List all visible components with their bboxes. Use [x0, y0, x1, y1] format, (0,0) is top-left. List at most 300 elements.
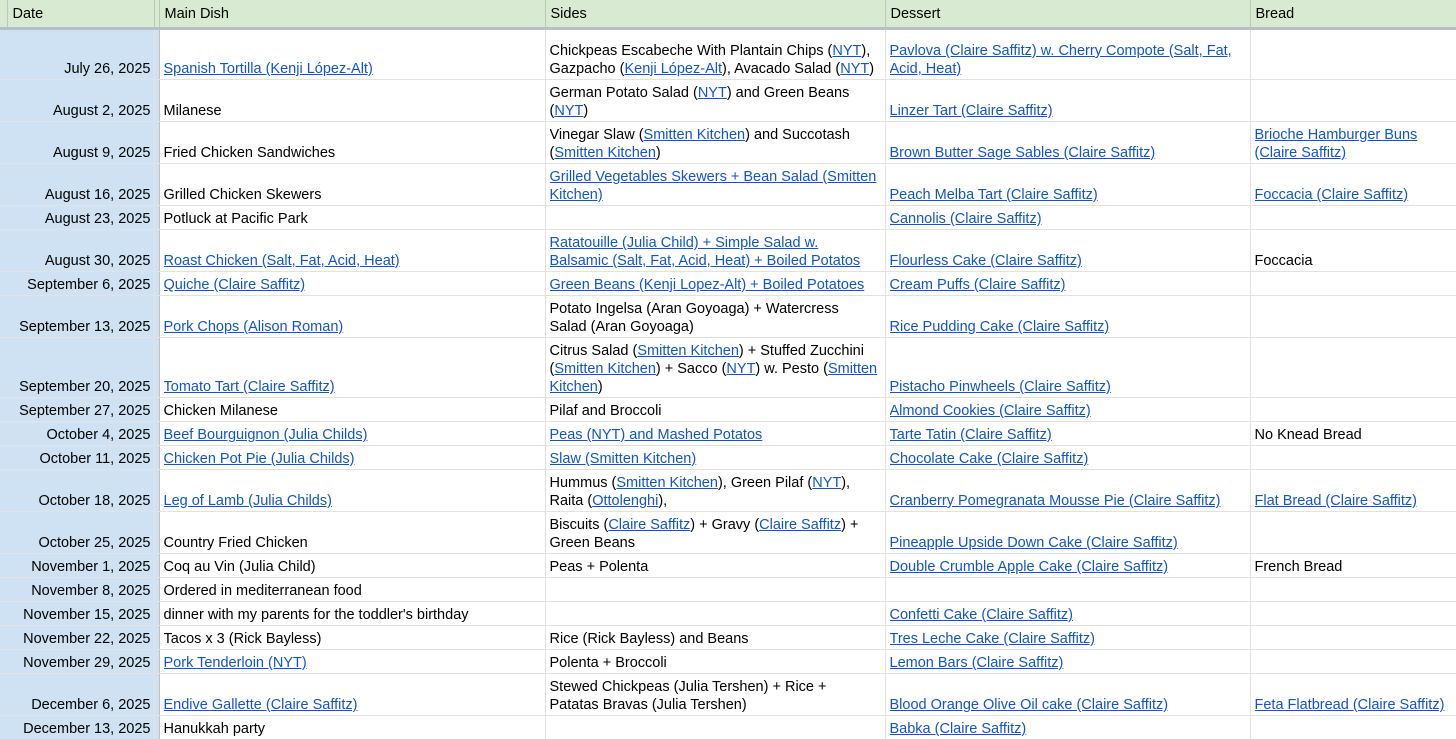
cell-text: French Bread: [1254, 559, 1343, 575]
table-body: [0, 29, 1456, 739]
main-content: [164, 318, 540, 336]
date-text: December 6, 2025: [31, 697, 151, 713]
bread-cell[interactable]: [1250, 29, 1456, 80]
bread-content: [1255, 492, 1451, 510]
table-row: [0, 446, 1456, 470]
cell-text: Pilaf and Broccoli: [549, 403, 662, 419]
dessert-cell[interactable]: [885, 650, 1250, 674]
bread-cell[interactable]: [1250, 296, 1456, 338]
date-cell[interactable]: [7, 554, 154, 578]
date-text: August 30, 2025: [44, 253, 151, 269]
recipe-link[interactable]: Smitten Kitchen: [549, 361, 878, 395]
cell-text: Chickpeas Escabeche With Plantain Chips (: [549, 43, 833, 59]
table-row: [0, 650, 1456, 674]
main-cell[interactable]: [159, 554, 545, 578]
cell-text: ) w. Pesto (: [755, 361, 828, 377]
row-gutter: [0, 578, 7, 602]
dessert-content: [890, 426, 1245, 444]
main-content: [164, 630, 540, 648]
recipe-link[interactable]: Cannolis (Claire Saffitz): [889, 211, 1042, 227]
cell-text: ) and Green Beans (: [549, 85, 850, 119]
recipe-link[interactable]: Almond Cookies (Claire Saffitz): [889, 403, 1091, 419]
cell-text: ) + Stuffed Zucchini (: [549, 343, 864, 377]
sides-content: [550, 234, 880, 270]
sides-cell[interactable]: [545, 674, 885, 716]
recipe-link[interactable]: NYT: [697, 85, 727, 101]
sides-cell[interactable]: [545, 164, 885, 206]
main-content: [164, 60, 540, 78]
date-text: August 16, 2025: [44, 187, 151, 203]
main-content: [164, 534, 540, 552]
main-cell[interactable]: [159, 206, 545, 230]
bread-cell[interactable]: [1250, 446, 1456, 470]
main-cell[interactable]: [159, 446, 545, 470]
recipe-link[interactable]: Spanish Tortilla (Kenji López-Alt): [163, 61, 373, 77]
row-gutter: [0, 206, 7, 230]
cell-text: Potato Ingelsa (Aran Goyoaga) + Watercress Salad (Aran Goyoaga): [549, 301, 839, 335]
row-gutter: [0, 674, 7, 716]
dessert-cell[interactable]: [885, 674, 1250, 716]
dessert-content: [890, 492, 1245, 510]
dessert-content: [890, 144, 1245, 162]
sides-content: [550, 300, 880, 336]
recipe-link[interactable]: Claire Saffitz: [608, 517, 691, 533]
sides-content: [550, 450, 880, 468]
sides-cell[interactable]: [545, 272, 885, 296]
dessert-content: [890, 654, 1245, 672]
main-cell[interactable]: [159, 398, 545, 422]
sides-content: [550, 84, 880, 120]
recipe-link[interactable]: Chicken Pot Pie (Julia Childs): [163, 451, 355, 467]
sides-cell[interactable]: [545, 422, 885, 446]
date-cell[interactable]: [7, 338, 154, 398]
recipe-link[interactable]: Blood Orange Olive Oil cake (Claire Saffitz): [889, 697, 1169, 713]
dessert-cell[interactable]: [885, 512, 1250, 554]
cell-text: Vinegar Slaw (: [549, 127, 644, 143]
row-gutter: [0, 422, 7, 446]
main-cell[interactable]: [159, 122, 545, 164]
date-text: December 13, 2025: [23, 721, 151, 737]
recipe-link[interactable]: Slaw (Smitten Kitchen): [549, 451, 697, 467]
dessert-content: [890, 402, 1245, 420]
bread-cell[interactable]: [1250, 674, 1456, 716]
main-content: [164, 186, 540, 204]
row-gutter: [0, 296, 7, 338]
header-row: [0, 0, 1456, 29]
recipe-link[interactable]: Pineapple Upside Down Cake (Claire Saffitz): [889, 535, 1178, 551]
recipe-link[interactable]: Foccacia (Claire Saffitz): [1254, 187, 1409, 203]
main-cell[interactable]: [159, 80, 545, 122]
cell-text: ), Gazpacho (: [549, 43, 871, 77]
cell-text: Polenta + Broccoli: [549, 655, 667, 671]
cell-text: ): [597, 379, 603, 395]
recipe-link[interactable]: Pork Tenderloin (NYT): [163, 655, 307, 671]
date-cell[interactable]: [7, 512, 154, 554]
sides-cell[interactable]: [545, 446, 885, 470]
main-content: [164, 102, 540, 120]
bread-cell[interactable]: [1250, 578, 1456, 602]
sides-cell[interactable]: [545, 296, 885, 338]
recipe-link[interactable]: Kenji López-Alt: [624, 61, 722, 77]
date-cell[interactable]: [7, 164, 154, 206]
recipe-link[interactable]: Ottolenghi: [592, 493, 659, 509]
bread-cell[interactable]: [1250, 80, 1456, 122]
date-cell[interactable]: [7, 626, 154, 650]
dessert-content: [890, 378, 1245, 396]
recipe-link[interactable]: Endive Gallette (Claire Saffitz): [163, 697, 358, 713]
recipe-link[interactable]: NYT: [726, 361, 756, 377]
row-gutter: [0, 626, 7, 650]
date-cell[interactable]: [7, 578, 154, 602]
dessert-cell[interactable]: [885, 578, 1250, 602]
bread-cell[interactable]: [1250, 272, 1456, 296]
date-text: August 9, 2025: [52, 145, 151, 161]
date-cell[interactable]: [7, 80, 154, 122]
recipe-link[interactable]: Pork Chops (Alison Roman): [163, 319, 344, 335]
header-bread[interactable]: Bread: [1250, 0, 1456, 29]
main-cell[interactable]: [159, 602, 545, 626]
bread-cell[interactable]: [1250, 230, 1456, 272]
recipe-link[interactable]: Claire Saffitz: [759, 517, 842, 533]
dessert-cell[interactable]: [885, 296, 1250, 338]
date-text: September 20, 2025: [19, 379, 151, 395]
date-text: October 25, 2025: [38, 535, 151, 551]
dessert-content: [890, 318, 1245, 336]
sides-content: [550, 342, 880, 396]
cell-text: Chicken Milanese: [163, 403, 278, 419]
sides-cell[interactable]: [545, 470, 885, 512]
sides-cell[interactable]: [545, 602, 885, 626]
table-row: [0, 122, 1456, 164]
date-text: September 6, 2025: [27, 277, 151, 293]
sides-content: [550, 558, 880, 576]
dessert-cell[interactable]: [885, 80, 1250, 122]
table-row: [0, 206, 1456, 230]
main-content: [164, 492, 540, 510]
main-cell[interactable]: [159, 626, 545, 650]
recipe-link[interactable]: Grilled Vegetables Skewers + Bean Salad (Smitten Kitchen): [549, 169, 877, 203]
recipe-link[interactable]: Rice Pudding Cake (Claire Saffitz): [889, 319, 1110, 335]
main-content: [164, 558, 540, 576]
bread-cell[interactable]: [1250, 512, 1456, 554]
bread-cell[interactable]: [1250, 602, 1456, 626]
recipe-link[interactable]: Brown Butter Sage Sables (Claire Saffitz): [889, 145, 1156, 161]
date-text: November 1, 2025: [31, 559, 151, 575]
date-cell[interactable]: [7, 206, 154, 230]
main-content: [164, 654, 540, 672]
recipe-link[interactable]: Linzer Tart (Claire Saffitz): [889, 103, 1053, 119]
cell-text: Hanukkah party: [163, 721, 266, 737]
cell-text: Grilled Chicken Skewers: [163, 187, 322, 203]
recipe-link[interactable]: Lemon Bars (Claire Saffitz): [889, 655, 1064, 671]
dessert-cell[interactable]: [885, 554, 1250, 578]
recipe-link[interactable]: Flat Bread (Claire Saffitz): [1254, 493, 1418, 509]
bread-cell[interactable]: [1250, 338, 1456, 398]
date-cell[interactable]: [7, 29, 154, 80]
recipe-link[interactable]: Chocolate Cake (Claire Saffitz): [889, 451, 1089, 467]
dessert-content: [890, 534, 1245, 552]
sides-content: [550, 474, 880, 510]
table-row: [0, 626, 1456, 650]
cell-text: Ordered in mediterranean food: [163, 583, 362, 599]
main-content: [164, 582, 540, 600]
sides-content: [550, 168, 880, 204]
cell-text: ) and Succotash (: [549, 127, 850, 161]
table-row: [0, 272, 1456, 296]
sides-cell[interactable]: [545, 626, 885, 650]
dessert-cell[interactable]: [885, 122, 1250, 164]
dessert-cell[interactable]: [885, 602, 1250, 626]
row-gutter: [0, 272, 7, 296]
sides-cell[interactable]: [545, 122, 885, 164]
sides-cell[interactable]: [545, 230, 885, 272]
dessert-cell[interactable]: [885, 716, 1250, 739]
dessert-cell[interactable]: [885, 398, 1250, 422]
recipe-link[interactable]: Smitten Kitchen: [637, 343, 739, 359]
date-cell[interactable]: [7, 272, 154, 296]
recipe-link[interactable]: Brioche Hamburger Buns (Claire Saffitz): [1254, 127, 1418, 161]
main-content: [164, 720, 540, 738]
date-cell[interactable]: [7, 296, 154, 338]
bread-cell[interactable]: [1250, 398, 1456, 422]
recipe-link[interactable]: Ratatouille (Julia Child) + Simple Salad w. Balsamic (Salt, Fat, Acid, Heat) + Boiled Potatos: [549, 235, 861, 269]
recipe-link[interactable]: NYT: [832, 43, 862, 59]
row-gutter: [0, 164, 7, 206]
dessert-content: [890, 276, 1245, 294]
recipe-link[interactable]: Roast Chicken (Salt, Fat, Acid, Heat): [163, 253, 400, 269]
date-cell[interactable]: [7, 674, 154, 716]
dessert-cell[interactable]: [885, 206, 1250, 230]
dessert-cell[interactable]: [885, 470, 1250, 512]
table-row: [0, 296, 1456, 338]
table-row: [0, 554, 1456, 578]
cell-text: Stewed Chickpeas (Julia Tershen) + Rice + Patatas Bravas (Julia Tershen): [549, 679, 827, 713]
dessert-content: [890, 720, 1245, 738]
main-content: [164, 144, 540, 162]
main-content: [164, 606, 540, 624]
row-gutter: [0, 512, 7, 554]
dessert-cell[interactable]: [885, 272, 1250, 296]
main-cell[interactable]: [159, 650, 545, 674]
main-cell[interactable]: [159, 422, 545, 446]
main-cell[interactable]: [159, 230, 545, 272]
main-content: [164, 210, 540, 228]
row-gutter: [0, 80, 7, 122]
date-text: October 18, 2025: [38, 493, 151, 509]
recipe-link[interactable]: Tomato Tart (Claire Saffitz): [163, 379, 335, 395]
recipe-link[interactable]: Smitten Kitchen: [643, 127, 746, 143]
sides-cell[interactable]: [545, 650, 885, 674]
header-date[interactable]: Date: [7, 0, 154, 29]
recipe-link[interactable]: Quiche (Claire Saffitz): [163, 277, 306, 293]
dessert-cell[interactable]: [885, 446, 1250, 470]
recipe-link[interactable]: Babka (Claire Saffitz): [889, 721, 1027, 737]
date-cell[interactable]: [7, 422, 154, 446]
sides-content: [550, 42, 880, 78]
cell-text: ): [869, 61, 875, 77]
bread-cell[interactable]: [1250, 206, 1456, 230]
dessert-content: [890, 210, 1245, 228]
recipe-link[interactable]: Peach Melba Tart (Claire Saffitz): [889, 187, 1098, 203]
main-cell[interactable]: [159, 716, 545, 739]
main-cell[interactable]: [159, 512, 545, 554]
table-row: [0, 398, 1456, 422]
cell-text: Coq au Vin (Julia Child): [163, 559, 316, 575]
recipe-link[interactable]: Confetti Cake (Claire Saffitz): [889, 607, 1073, 623]
dessert-content: [890, 252, 1245, 270]
date-cell[interactable]: [7, 122, 154, 164]
row-gutter: [0, 650, 7, 674]
header-dessert[interactable]: Dessert: [885, 0, 1250, 29]
main-content: [164, 450, 540, 468]
row-gutter: [0, 122, 7, 164]
header-sides[interactable]: Sides: [545, 0, 885, 29]
main-cell[interactable]: [159, 296, 545, 338]
cell-text: No Knead Bread: [1254, 427, 1362, 443]
date-cell[interactable]: [7, 470, 154, 512]
main-cell[interactable]: [159, 470, 545, 512]
bread-cell[interactable]: [1250, 716, 1456, 739]
main-content: [164, 696, 540, 714]
sides-cell[interactable]: [545, 512, 885, 554]
table-row: [0, 164, 1456, 206]
sides-cell[interactable]: [545, 398, 885, 422]
date-text: August 2, 2025: [52, 103, 151, 119]
row-gutter: [0, 602, 7, 626]
row-gutter: [0, 554, 7, 578]
bread-cell[interactable]: [1250, 554, 1456, 578]
main-cell[interactable]: [159, 674, 545, 716]
row-gutter: [0, 716, 7, 739]
sides-cell[interactable]: [545, 554, 885, 578]
sides-content: [550, 654, 880, 672]
main-cell[interactable]: [159, 338, 545, 398]
sides-cell[interactable]: [545, 716, 885, 739]
date-text: November 15, 2025: [23, 607, 151, 623]
dessert-content: [890, 186, 1245, 204]
recipe-link[interactable]: Smitten Kitchen: [554, 145, 656, 161]
bread-cell[interactable]: [1250, 122, 1456, 164]
cell-text: Citrus Salad (: [549, 343, 638, 359]
date-cell[interactable]: [7, 716, 154, 739]
date-cell[interactable]: [7, 602, 154, 626]
table-row: [0, 422, 1456, 446]
bread-content: [1255, 426, 1451, 444]
recipe-link[interactable]: Leg of Lamb (Julia Childs): [163, 493, 332, 509]
date-text: September 13, 2025: [19, 319, 151, 335]
recipe-link[interactable]: NYT: [812, 475, 842, 491]
recipe-link[interactable]: Smitten Kitchen: [554, 361, 656, 377]
table-row: [0, 338, 1456, 398]
dessert-content: [890, 558, 1245, 576]
recipe-link[interactable]: Smitten Kitchen: [616, 475, 718, 491]
sides-cell[interactable]: [545, 578, 885, 602]
main-cell[interactable]: [159, 164, 545, 206]
recipe-link[interactable]: Tarte Tatin (Claire Saffitz): [889, 427, 1052, 443]
date-cell[interactable]: [7, 230, 154, 272]
bread-cell[interactable]: [1250, 164, 1456, 206]
sides-cell[interactable]: [545, 206, 885, 230]
recipe-link[interactable]: Beef Bourguignon (Julia Childs): [163, 427, 368, 443]
recipe-link[interactable]: Cranberry Pomegranata Mousse Pie (Claire Saffitz): [889, 493, 1221, 509]
table-row: [0, 512, 1456, 554]
row-gutter: [0, 29, 7, 80]
row-gutter: [0, 398, 7, 422]
recipe-link[interactable]: Tres Leche Cake (Claire Saffitz): [889, 631, 1095, 647]
header-main-dish[interactable]: Main Dish: [159, 0, 545, 29]
recipe-link[interactable]: Double Crumble Apple Cake (Claire Saffitz): [889, 559, 1169, 575]
recipe-link[interactable]: Peas (NYT) and Mashed Potatos: [549, 427, 763, 443]
sides-content: [550, 630, 880, 648]
header-gutter: [0, 0, 7, 29]
dessert-cell[interactable]: [885, 164, 1250, 206]
main-cell[interactable]: [159, 29, 545, 80]
cell-text: German Potato Salad (: [549, 85, 698, 101]
dessert-cell[interactable]: [885, 338, 1250, 398]
dessert-cell[interactable]: [885, 626, 1250, 650]
cell-text: Hummus (: [549, 475, 617, 491]
date-text: September 27, 2025: [19, 403, 151, 419]
table-row: [0, 716, 1456, 739]
dessert-content: [890, 696, 1245, 714]
date-cell[interactable]: [7, 650, 154, 674]
recipe-link[interactable]: Feta Flatbread (Claire Saffitz): [1254, 697, 1445, 713]
cell-text: Fried Chicken Sandwiches: [163, 145, 336, 161]
main-cell[interactable]: [159, 272, 545, 296]
recipe-link[interactable]: NYT: [840, 61, 870, 77]
dessert-cell[interactable]: [885, 29, 1250, 80]
cell-text: Country Fried Chicken: [163, 535, 308, 551]
recipe-link[interactable]: Flourless Cake (Claire Saffitz): [889, 253, 1082, 269]
main-cell[interactable]: [159, 578, 545, 602]
date-text: October 11, 2025: [39, 451, 151, 467]
sides-cell[interactable]: [545, 29, 885, 80]
bread-content: [1255, 558, 1451, 576]
bread-content: [1255, 126, 1451, 162]
table-row: [0, 230, 1456, 272]
cell-text: ), Avacado Salad (: [722, 61, 841, 77]
bread-cell[interactable]: [1250, 626, 1456, 650]
main-content: [164, 378, 540, 396]
dessert-content: [890, 102, 1245, 120]
sides-content: [550, 402, 880, 420]
cell-text: Rice (Rick Bayless) and Beans: [549, 631, 749, 647]
row-gutter: [0, 470, 7, 512]
recipe-link[interactable]: NYT: [554, 103, 584, 119]
bread-cell[interactable]: [1250, 650, 1456, 674]
recipe-link[interactable]: Cream Puffs (Claire Saffitz): [889, 277, 1066, 293]
recipe-link[interactable]: Pavlova (Claire Saffitz) w. Cherry Compote (Salt, Fat, Acid, Heat): [889, 43, 1232, 77]
row-gutter: [0, 338, 7, 398]
cell-text: ), Raita (: [549, 475, 851, 509]
date-cell[interactable]: [7, 398, 154, 422]
recipe-link[interactable]: Pistacho Pinwheels (Claire Saffitz): [889, 379, 1111, 395]
date-text: October 4, 2025: [46, 427, 151, 443]
sides-cell[interactable]: [545, 338, 885, 398]
table-row: [0, 602, 1456, 626]
date-cell[interactable]: [7, 446, 154, 470]
dessert-cell[interactable]: [885, 422, 1250, 446]
recipe-link[interactable]: Green Beans (Kenji Lopez-Alt) + Boiled Potatoes: [549, 277, 865, 293]
cell-text: ) + Sacco (: [655, 361, 727, 377]
sides-cell[interactable]: [545, 80, 885, 122]
dessert-content: [890, 606, 1245, 624]
bread-cell[interactable]: [1250, 422, 1456, 446]
bread-cell[interactable]: [1250, 470, 1456, 512]
dessert-cell[interactable]: [885, 230, 1250, 272]
cell-text: ) + Green Beans: [549, 517, 859, 551]
sides-content: [550, 276, 880, 294]
